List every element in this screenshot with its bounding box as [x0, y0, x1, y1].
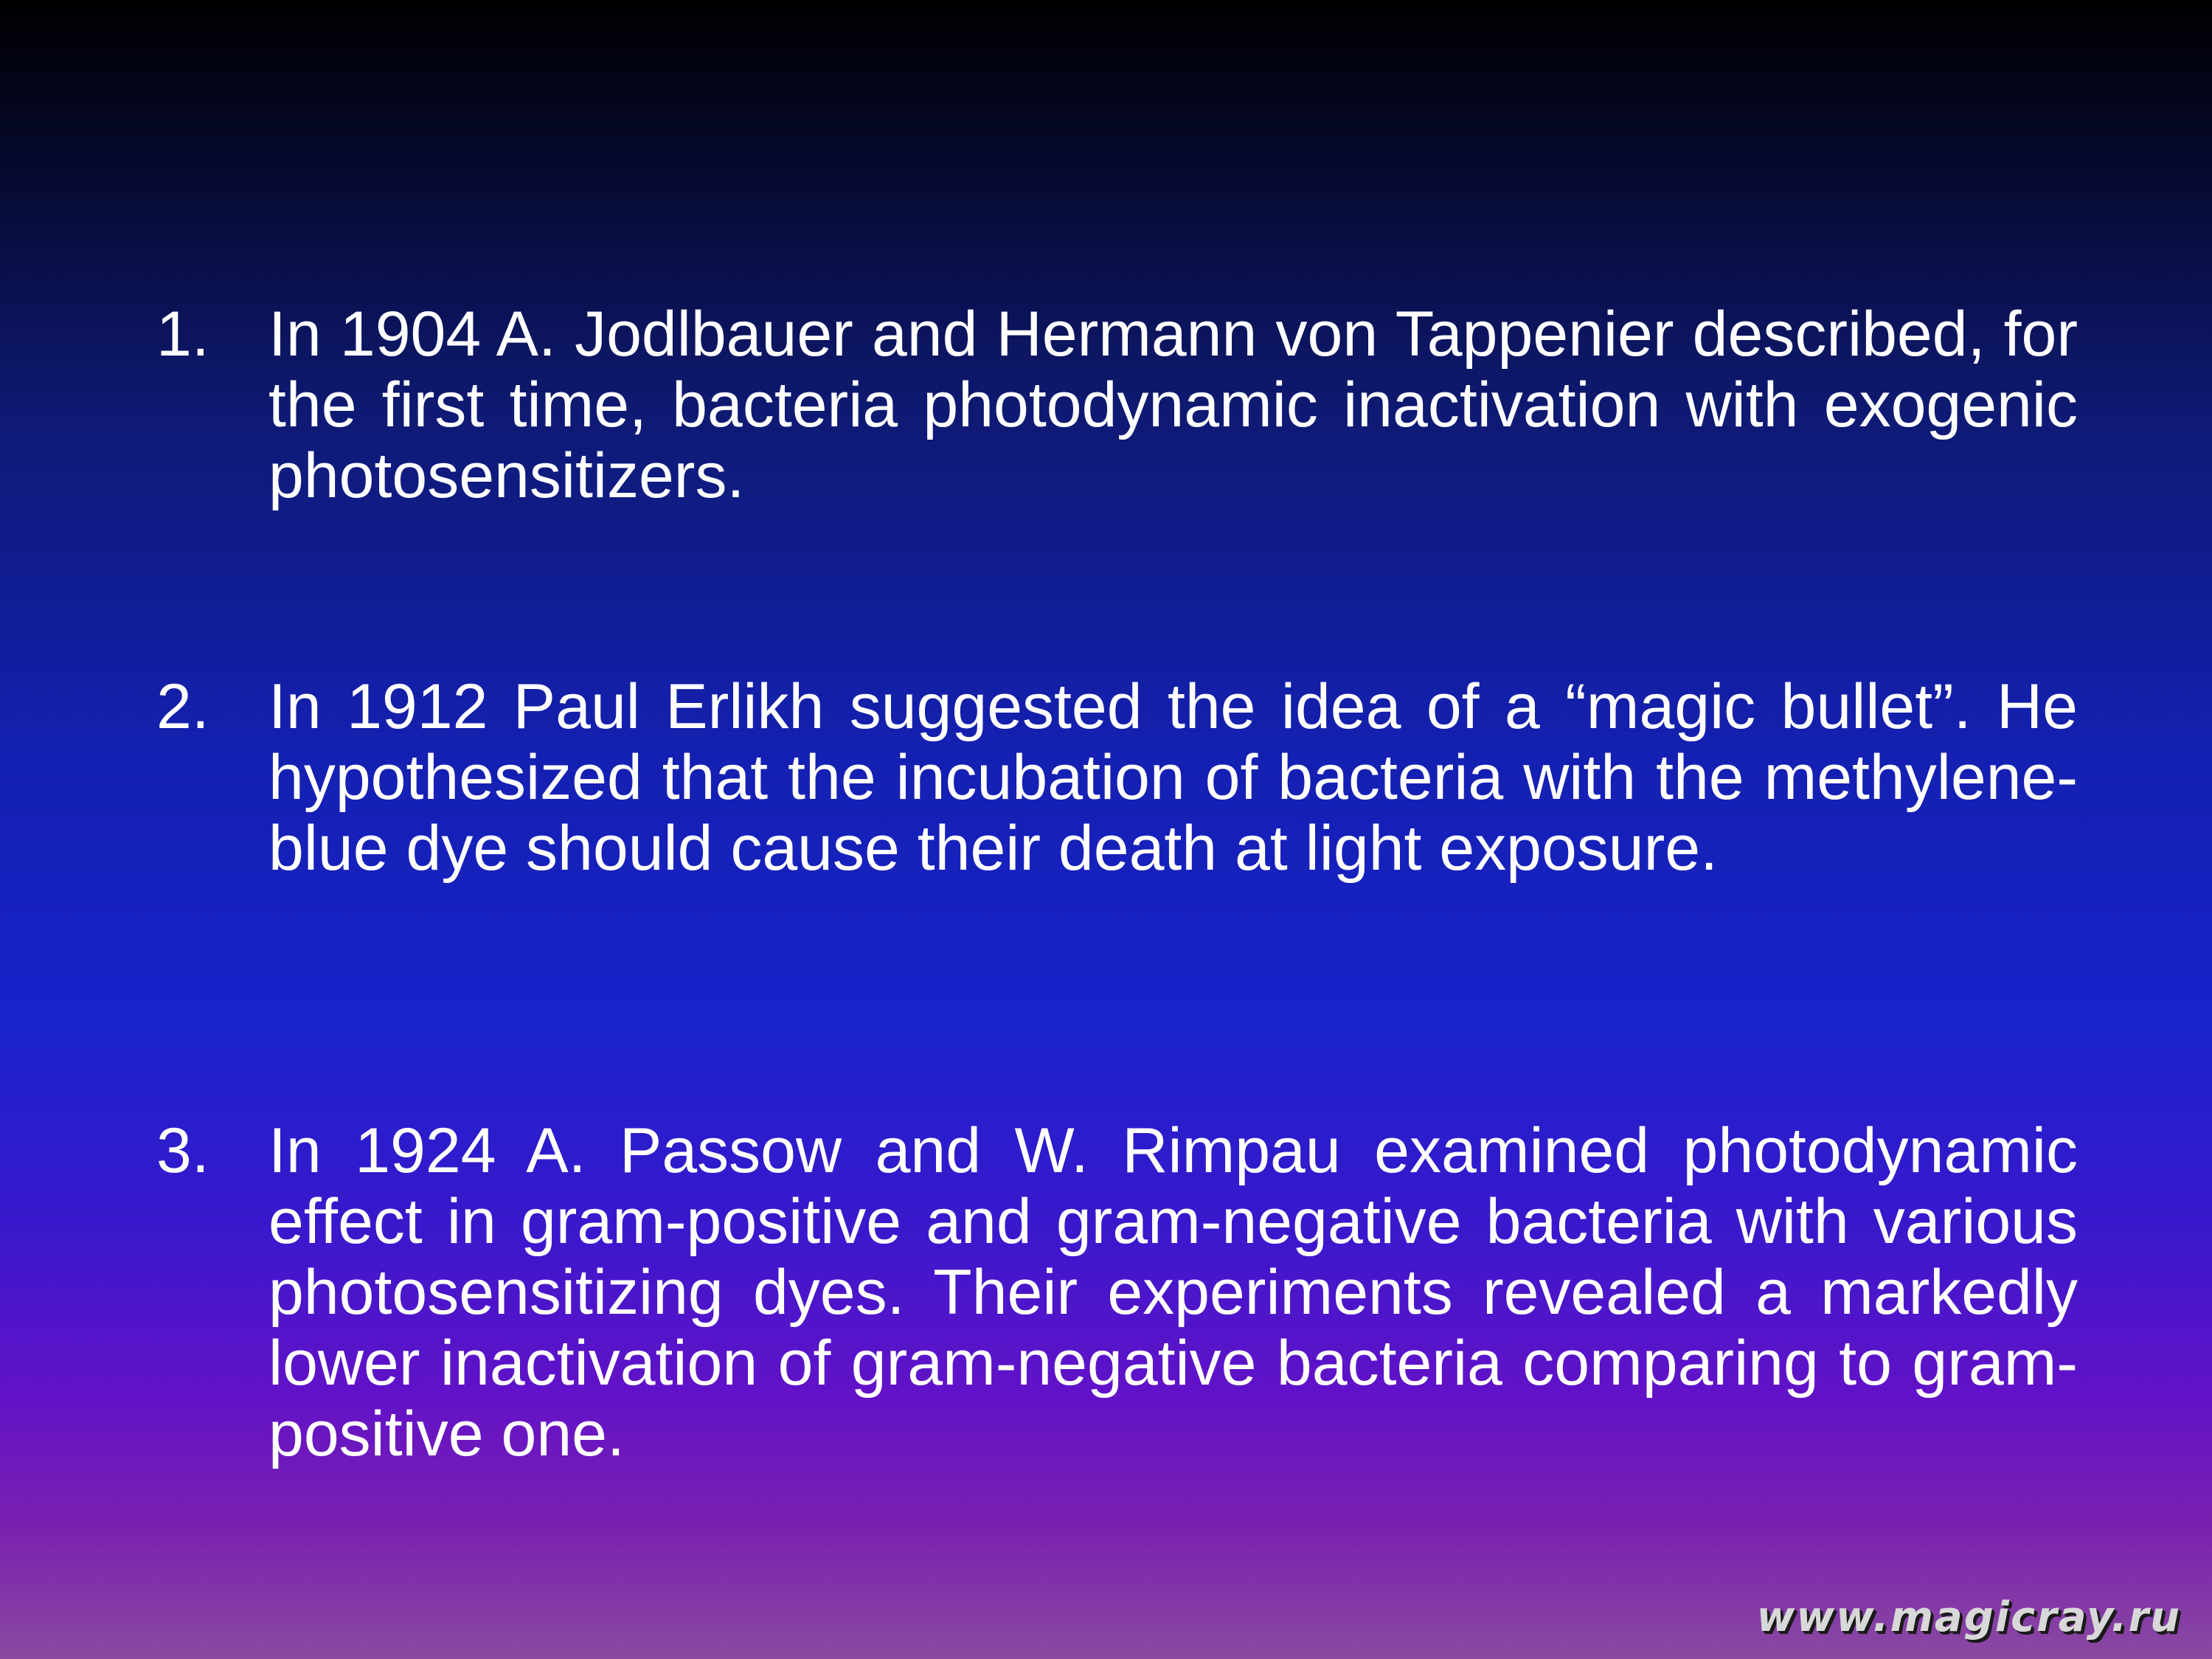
list-item-number: 1. [156, 299, 209, 370]
list-item-number: 3. [156, 1115, 209, 1186]
list-item [156, 671, 2078, 884]
list-item [156, 299, 2078, 511]
list-item [156, 1115, 2078, 1469]
list-item-text: In 1904 A. Jodlbauer and Hermann von Tappenier described, for the first time, bacteria photodynamic inactivation with exogenic photosensitizers. [268, 299, 2078, 511]
website-watermark: www.magicray.ru [1756, 1593, 2181, 1641]
list-item-text: In 1912 Paul Erlikh suggested the idea of a “magic bullet”. He hypothesized that the incubation of bacteria with the methylene-blue dye should cause their death at light exposure. [268, 671, 2078, 884]
list-item-number: 2. [156, 671, 209, 742]
list-item-text: In 1924 A. Passow and W. Rimpau examined photodynamic effect in gram-positive and gram-negative bacteria with various photosensitizing dyes. Their experiments revealed a markedly lower inactivation of gram-negative bacteria comparing to gram-positive one. [268, 1115, 2078, 1469]
